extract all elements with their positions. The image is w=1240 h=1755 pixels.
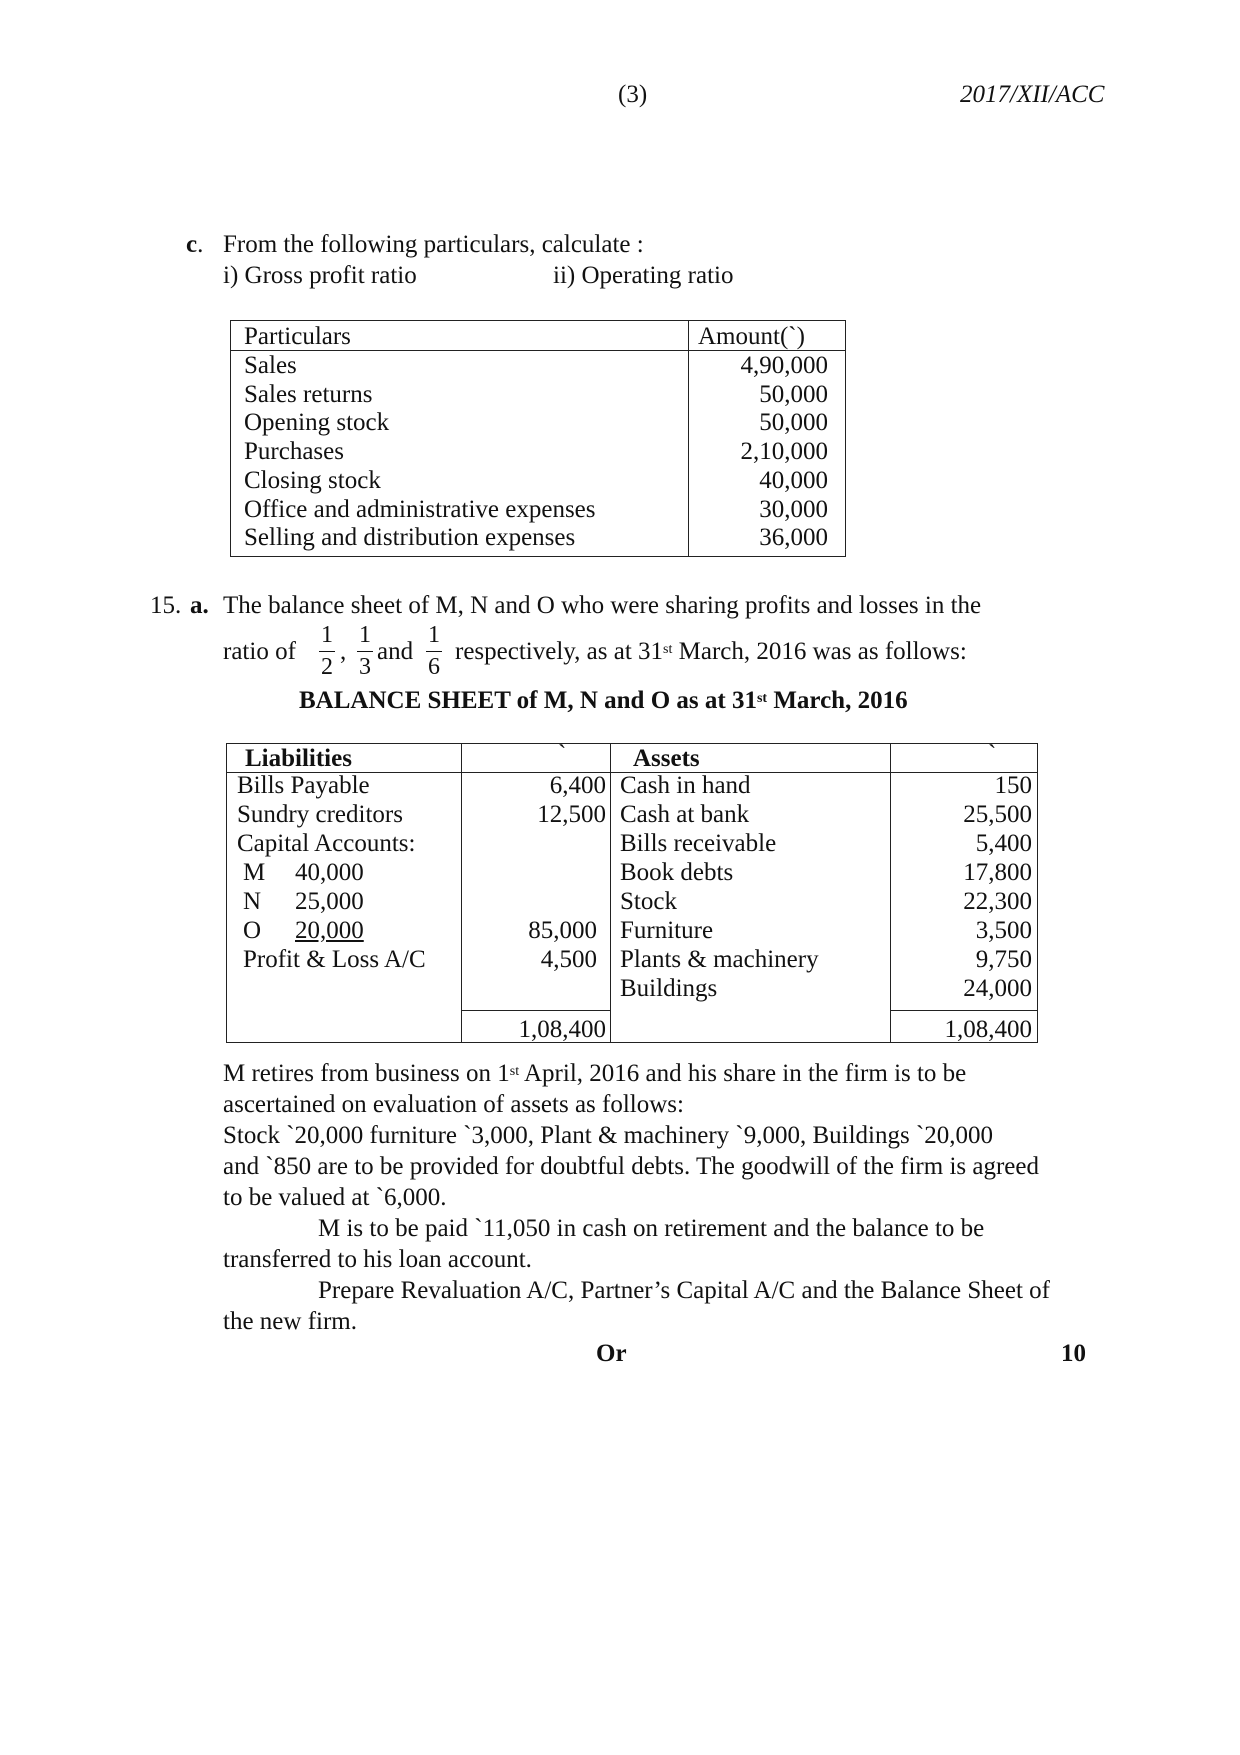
particular-label: Closing stock xyxy=(244,466,381,494)
payment-line-1: M is to be paid `11,050 in cash on retirement and the balance to be xyxy=(318,1215,985,1242)
ratio-suffix: respectively, as at 31st March, 2016 was as follows: xyxy=(455,638,967,665)
particular-label: Opening stock xyxy=(244,409,390,437)
asset-amount: 24,000 xyxy=(963,975,1032,1002)
revaluation-line-1: Stock `20,000 furniture `3,000, Plant & machinery `9,000, Buildings `20,000 xyxy=(223,1122,994,1149)
instruction-line-2: the new firm. xyxy=(223,1308,357,1335)
particulars-table xyxy=(230,320,846,557)
question-part-label: c. xyxy=(186,231,204,258)
profit-loss-amount: 4,500 xyxy=(540,946,597,973)
particular-amount: 50,000 xyxy=(759,409,828,437)
asset-amount: 17,800 xyxy=(963,859,1032,886)
asset-amount: 22,300 xyxy=(963,888,1032,915)
particular-amount: 36,000 xyxy=(759,524,828,552)
fraction-separator: , xyxy=(340,638,347,665)
fraction-m: 1 2 xyxy=(321,622,333,680)
asset-label: Furniture xyxy=(620,917,714,944)
particular-label: Sales xyxy=(244,352,297,379)
particular-label: Purchases xyxy=(244,438,344,466)
assets-amount-header: ` xyxy=(988,741,997,768)
capital-partner: N xyxy=(243,888,262,915)
particular-amount: 2,10,000 xyxy=(740,438,828,466)
capital-amount: 25,000 xyxy=(295,888,364,915)
sub-part-ii: ii) Operating ratio xyxy=(553,262,734,289)
liability-amount: 6,400 xyxy=(549,772,606,799)
question-instruction: From the following particulars, calculate : xyxy=(223,231,644,258)
liabilities-total: 1,08,400 xyxy=(518,1016,606,1043)
asset-amount: 9,750 xyxy=(975,946,1032,973)
asset-label: Cash in hand xyxy=(620,772,751,799)
asset-amount: 5,400 xyxy=(975,830,1032,857)
col-header-amount: Amount(`) xyxy=(698,323,805,350)
particular-amount: 4,90,000 xyxy=(740,352,828,379)
assets-header: Assets xyxy=(633,745,700,772)
fraction-and: and xyxy=(377,638,414,665)
capital-partner: O xyxy=(243,917,262,944)
question-number: 15. xyxy=(150,592,182,619)
instruction-line-1: Prepare Revaluation A/C, Partner’s Capital A/C and the Balance Sheet of xyxy=(318,1277,1050,1304)
asset-label: Cash at bank xyxy=(620,801,750,828)
asset-label: Bills receivable xyxy=(620,830,777,857)
marks: 10 xyxy=(1061,1340,1086,1367)
liabilities-amount-header: ` xyxy=(558,741,567,768)
retirement-para-line-2: ascertained on evaluation of assets as follows: xyxy=(223,1091,684,1118)
question-part-label: a. xyxy=(190,592,209,619)
capital-partner: M xyxy=(243,859,266,886)
ratio-prefix: ratio of xyxy=(223,638,296,665)
particular-amount: 30,000 xyxy=(759,495,828,523)
payment-line-2: transferred to his loan account. xyxy=(223,1246,532,1273)
retirement-para-line-1: M retires from business on 1st April, 2016 and his share in the firm is to be xyxy=(223,1060,967,1087)
paper-code: 2017/XII/ACC xyxy=(960,81,1105,108)
revaluation-line-2: and `850 are to be provided for doubtful debts. The goodwill of the firm is agreed xyxy=(223,1153,1039,1180)
particular-label: Sales returns xyxy=(244,380,373,408)
page-number: (3) xyxy=(618,81,648,108)
liability-amount: 12,500 xyxy=(537,801,606,828)
fraction-n: 1 3 xyxy=(359,622,371,680)
capital-amount: 40,000 xyxy=(295,859,364,886)
sub-part-i: i) Gross profit ratio xyxy=(223,262,417,289)
profit-loss-label: Profit & Loss A/C xyxy=(243,946,426,973)
liability-label: Capital Accounts: xyxy=(237,830,416,857)
fraction-o: 1 6 xyxy=(428,622,440,680)
particular-label: Selling and distribution expenses xyxy=(244,524,576,552)
col-header-particulars: Particulars xyxy=(244,323,351,350)
asset-amount: 25,500 xyxy=(963,801,1032,828)
capital-total: 85,000 xyxy=(528,917,597,944)
liability-label: Sundry creditors xyxy=(237,801,403,828)
assets-total: 1,08,400 xyxy=(944,1016,1032,1043)
particular-label: Office and administrative expenses xyxy=(244,495,596,523)
question-line-1: The balance sheet of M, N and O who were sharing profits and losses in the xyxy=(223,592,982,619)
revaluation-line-3: to be valued at `6,000. xyxy=(223,1184,447,1211)
asset-label: Buildings xyxy=(620,975,718,1002)
balance-sheet-table xyxy=(226,743,1038,1043)
particular-amount: 40,000 xyxy=(759,466,828,494)
balance-sheet-title: BALANCE SHEET of M, N and O as at 31st March, 2016 xyxy=(299,687,908,714)
asset-label: Stock xyxy=(620,888,677,915)
or-label: Or xyxy=(596,1340,627,1367)
asset-amount: 3,500 xyxy=(975,917,1032,944)
liabilities-header: Liabilities xyxy=(245,745,352,772)
capital-amount: 20,000 xyxy=(295,917,364,944)
asset-label: Book debts xyxy=(620,859,734,886)
liability-label: Bills Payable xyxy=(237,772,370,799)
asset-amount: 150 xyxy=(994,772,1032,799)
particular-amount: 50,000 xyxy=(759,380,828,408)
asset-label: Plants & machinery xyxy=(620,946,819,973)
